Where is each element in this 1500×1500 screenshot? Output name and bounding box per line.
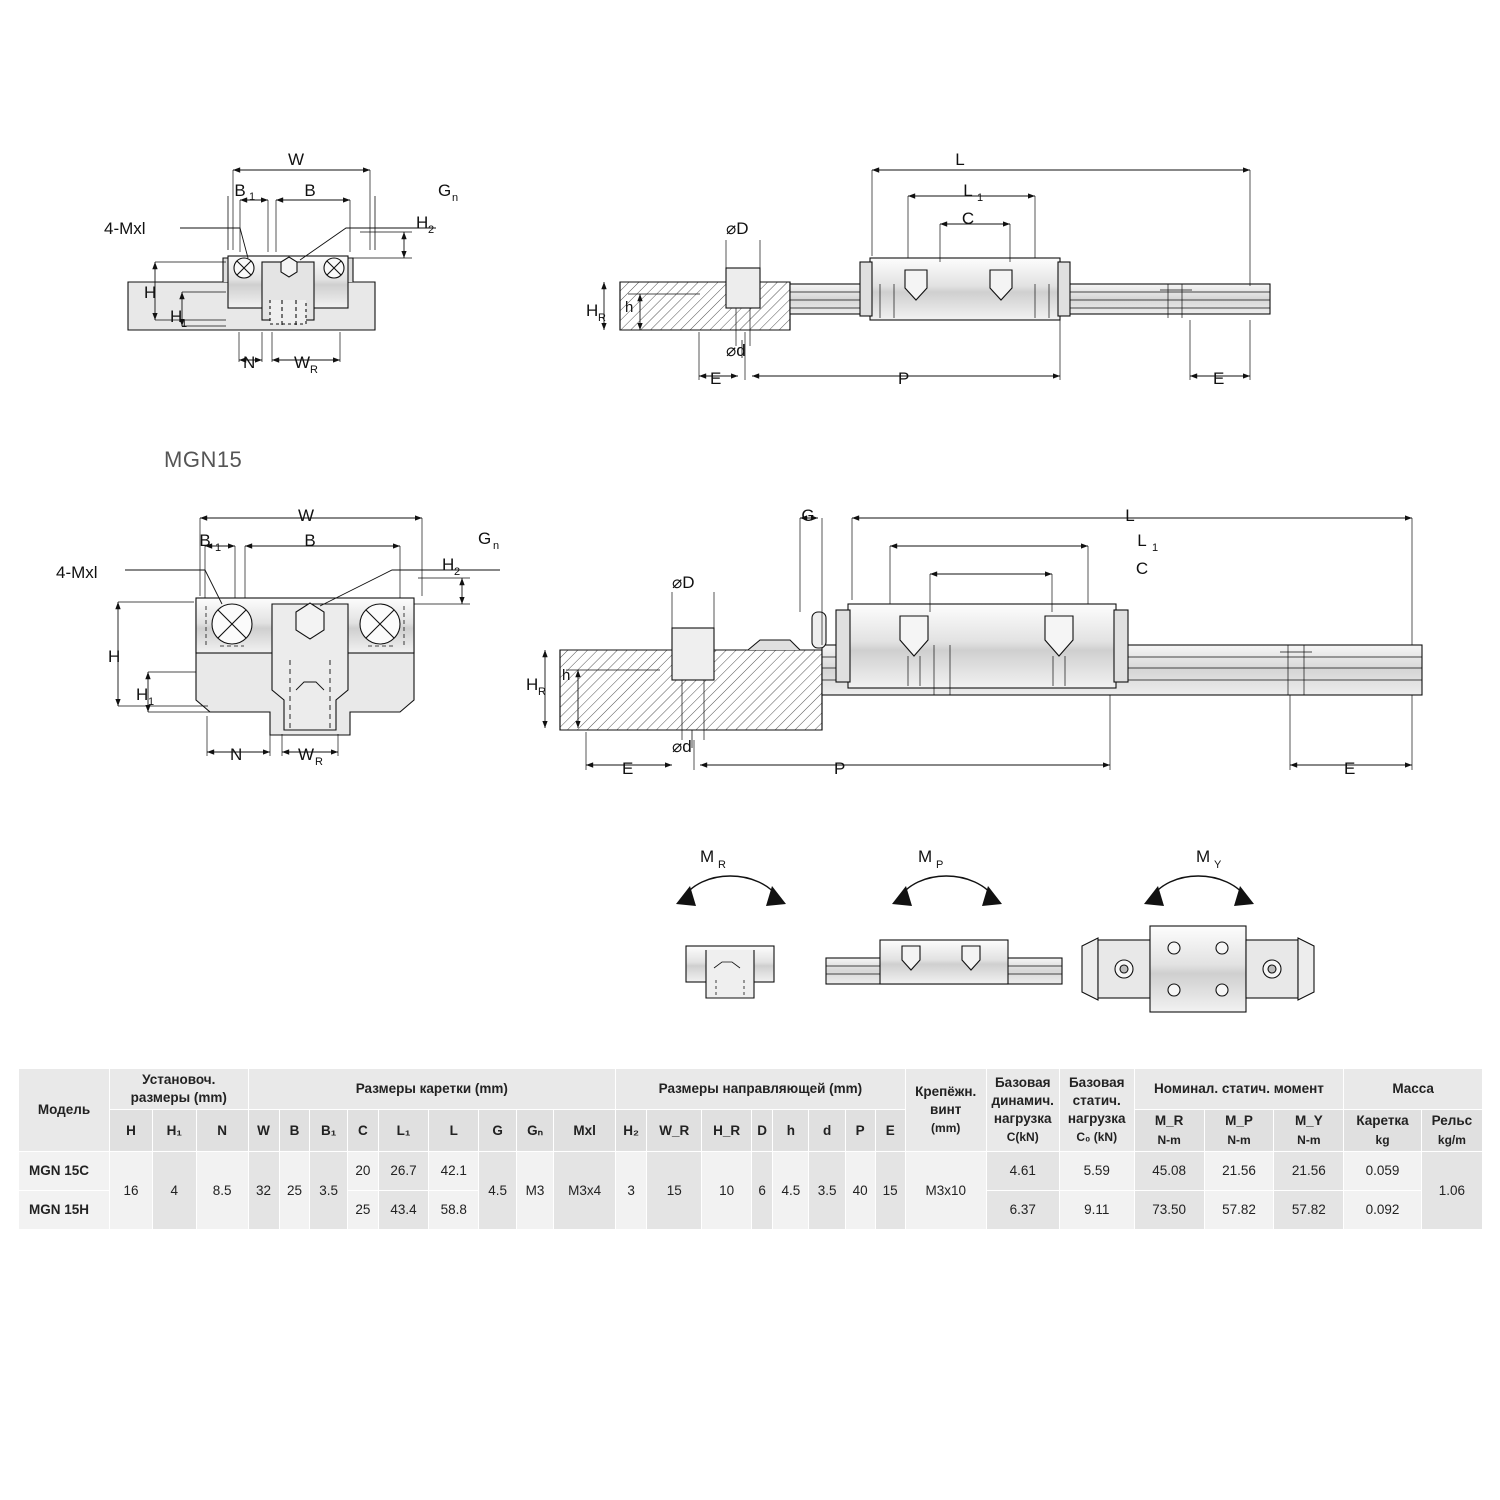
table-subheader-row (19, 1110, 1483, 1151)
label-Gn-sub-main: n (493, 540, 500, 552)
th-mass: Масса (1344, 1069, 1483, 1110)
label-B-main: B (304, 531, 316, 550)
label-H1-sub-top: 1 (181, 318, 188, 330)
th-dyn-unit: C(kN) (1006, 1130, 1039, 1145)
label-MY: M (1196, 847, 1211, 866)
th-B1: B₁ (310, 1110, 347, 1151)
label-HR-sub-top: R (598, 312, 606, 324)
label-H2-sub-main: 2 (454, 566, 461, 578)
label-Gn-top: G (438, 181, 452, 200)
label-L-main: L (1125, 506, 1135, 525)
cell-d: 3.5 (809, 1151, 845, 1229)
th-screw: Крепёжн. винт (mm) (905, 1069, 986, 1152)
th-mass-carriage: Каретка kg (1344, 1110, 1422, 1151)
th-MP: M_P N-m (1204, 1110, 1274, 1151)
th-mount: Установоч. размеры (mm) (110, 1069, 249, 1110)
label-h-top: h (625, 299, 634, 316)
label-D-main: ⌀D (672, 573, 695, 592)
label-MY-sub: Y (1214, 859, 1222, 871)
cell-P: 40 (845, 1151, 875, 1229)
label-L1-top: L (963, 181, 973, 200)
th-model: Модель (19, 1069, 110, 1152)
cell-B1: 3.5 (310, 1151, 347, 1229)
th-Gn: Gₙ (516, 1110, 553, 1151)
label-E-main: E (622, 759, 634, 778)
cell-MY: 57.82 (1274, 1190, 1344, 1229)
cell-MP: 57.82 (1204, 1190, 1274, 1229)
table-row (19, 1151, 1483, 1190)
th-N: N (196, 1110, 248, 1151)
cell-mass-rail: 1.06 (1421, 1151, 1482, 1229)
th-C: C (347, 1110, 378, 1151)
cell-stat: 9.11 (1059, 1190, 1134, 1229)
label-B-top: B (304, 181, 316, 200)
label-P-main: P (834, 759, 846, 778)
th-P: P (845, 1110, 875, 1151)
cell-h: 4.5 (773, 1151, 809, 1229)
cell-G: 4.5 (479, 1151, 516, 1229)
th-stat-unit: C₀ (kN) (1076, 1130, 1118, 1145)
th-stat: Базовая статич. нагрузка C₀ (kN) (1059, 1069, 1134, 1152)
th-dyn: Базовая динамич. нагрузка C(kN) (986, 1069, 1059, 1152)
cell-H2: 3 (616, 1151, 647, 1229)
th-L: L (429, 1110, 479, 1151)
th-mass-carriage-unit: kg (1375, 1132, 1390, 1147)
th-MY: M_Y N-m (1274, 1110, 1344, 1151)
cell-MP: 21.56 (1204, 1151, 1274, 1190)
label-H1-main: H (136, 685, 149, 704)
label-N-main: N (230, 745, 243, 764)
label-C-main: C (1135, 559, 1149, 578)
label-HR-top: H (586, 301, 599, 320)
cell-H1: 4 (152, 1151, 196, 1229)
label-L1-sub-top: 1 (977, 192, 984, 204)
th-E: E (875, 1110, 905, 1151)
label-MP-sub: P (936, 859, 944, 871)
label-C-top: C (961, 209, 975, 228)
cell-L: 42.1 (429, 1151, 479, 1190)
label-d-main: ⌀d (672, 737, 692, 756)
cell-C: 20 (347, 1151, 378, 1190)
th-moment: Номинал. статич. момент (1134, 1069, 1344, 1110)
label-MR-sub: R (718, 859, 726, 871)
th-mass-rail-unit: kg/m (1437, 1132, 1466, 1147)
th-Mxl: Mxl (554, 1110, 616, 1151)
th-screw-unit: (mm) (931, 1121, 961, 1136)
label-H2-top: H (416, 213, 429, 232)
cell-H: 16 (110, 1151, 153, 1229)
label-MR: M (700, 847, 715, 866)
cell-dyn: 4.61 (986, 1151, 1059, 1190)
label-E-top: E (710, 369, 722, 388)
label-WR-main: W (298, 745, 315, 764)
cell-L1: 26.7 (378, 1151, 428, 1190)
label-H-top: H (144, 283, 157, 302)
th-G: G (479, 1110, 516, 1151)
label-H2-main: H (442, 555, 455, 574)
th-MR-unit: N-m (1157, 1132, 1181, 1147)
label-E2-top: E (1213, 369, 1225, 388)
label-HR-main: H (526, 675, 539, 694)
th-d: d (809, 1110, 845, 1151)
cell-Mxl: M3x4 (554, 1151, 616, 1229)
cell-model: MGN 15H (19, 1190, 110, 1229)
th-carriage: Размеры каретки (mm) (248, 1069, 616, 1110)
label-HR-sub-main: R (538, 686, 546, 698)
label-WR-sub-main: R (315, 756, 323, 768)
cell-model: MGN 15C (19, 1151, 110, 1190)
label-B1-sub-main: 1 (215, 542, 222, 554)
th-HR: H_R (702, 1110, 752, 1151)
label-W-top: W (287, 150, 305, 169)
th-MP-unit: N-m (1227, 1132, 1251, 1147)
th-H1: H₁ (152, 1110, 196, 1151)
th-H: H (110, 1110, 153, 1151)
label-H1-sub-main: 1 (148, 696, 155, 708)
specs-table-wrapper (18, 1068, 1483, 1230)
label-H2-sub-top: 2 (428, 224, 435, 236)
th-h: h (773, 1110, 809, 1151)
specs-table (18, 1068, 1483, 1230)
label-B1-top: B (234, 181, 246, 200)
label-D-top: ⌀D (726, 219, 749, 238)
model-title: MGN15 (164, 447, 243, 472)
cell-mass-carriage: 0.092 (1344, 1190, 1422, 1229)
label-L1-sub-main: 1 (1152, 542, 1159, 554)
th-WR: W_R (647, 1110, 702, 1151)
label-d-top: ⌀d (726, 341, 746, 360)
th-B: B (279, 1110, 310, 1151)
label-4mxl-main: 4-Mxl (56, 563, 98, 582)
label-H1-top: H (170, 307, 183, 326)
th-rail: Размеры направляющей (mm) (616, 1069, 906, 1110)
cell-N: 8.5 (196, 1151, 248, 1229)
cell-Gn: M3 (516, 1151, 553, 1229)
th-mass-rail: Рельс kg/m (1421, 1110, 1482, 1151)
label-L-top: L (955, 150, 965, 169)
cell-mass-carriage: 0.059 (1344, 1151, 1422, 1190)
cell-MR: 45.08 (1134, 1151, 1204, 1190)
label-W-main: W (297, 506, 315, 525)
cell-L1: 43.4 (378, 1190, 428, 1229)
cell-MR: 73.50 (1134, 1190, 1204, 1229)
label-L1-main: L (1137, 531, 1147, 550)
label-N-top: N (243, 353, 256, 372)
cell-D: 6 (752, 1151, 773, 1229)
cell-HR: 10 (702, 1151, 752, 1229)
cell-screw: M3x10 (905, 1151, 986, 1229)
table-header-group-row (19, 1069, 1483, 1110)
label-4mxl-top: 4-Mxl (104, 219, 146, 238)
th-MR: M_R N-m (1134, 1110, 1204, 1151)
cell-E: 15 (875, 1151, 905, 1229)
cell-C: 25 (347, 1190, 378, 1229)
cell-MY: 21.56 (1274, 1151, 1344, 1190)
label-P-top: P (898, 369, 910, 388)
label-B1-sub-top: 1 (249, 191, 256, 203)
label-H-main: H (108, 647, 121, 666)
th-L1: L₁ (378, 1110, 428, 1151)
label-E2-main: E (1344, 759, 1356, 778)
label-G-main: G (801, 506, 815, 525)
cell-stat: 5.59 (1059, 1151, 1134, 1190)
cell-L: 58.8 (429, 1190, 479, 1229)
th-H2: H₂ (616, 1110, 647, 1151)
cell-dyn: 6.37 (986, 1190, 1059, 1229)
label-B1-main: B (199, 531, 211, 550)
label-WR-sub-top: R (310, 364, 318, 376)
label-WR-top: W (294, 353, 311, 372)
label-MP: M (918, 847, 933, 866)
cell-WR: 15 (647, 1151, 702, 1229)
th-D: D (752, 1110, 773, 1151)
label-Gn-main: G (478, 529, 492, 548)
label-Gn-sub-top: n (452, 192, 459, 204)
th-W: W (248, 1110, 279, 1151)
label-h-main: h (562, 667, 571, 684)
cell-W: 32 (248, 1151, 279, 1229)
cell-B: 25 (279, 1151, 310, 1229)
th-MY-unit: N-m (1297, 1132, 1321, 1147)
